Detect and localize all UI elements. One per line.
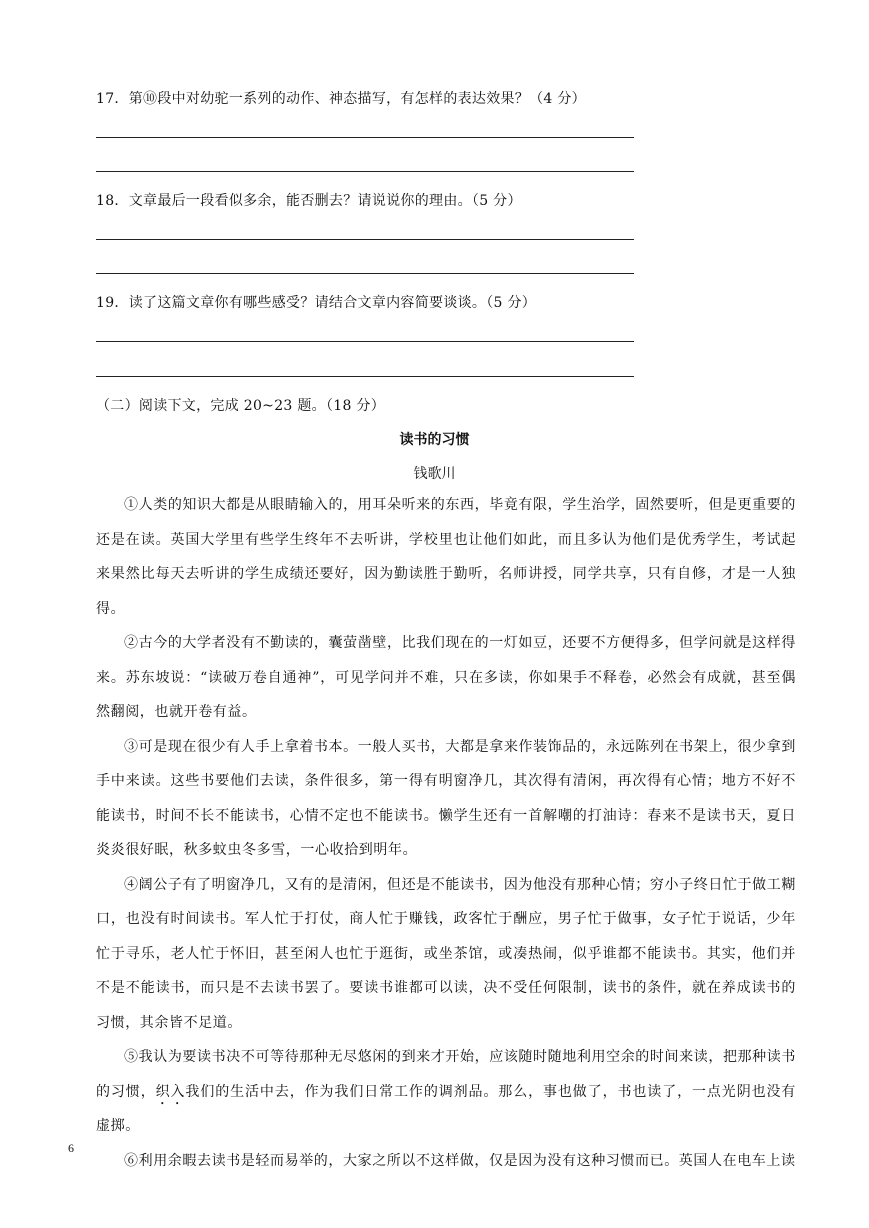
paragraph-4: ④阔公子有了明窗净几，又有的是清闲，但还是不能读书，因为他没有那种心情；穷小子终日忙于做工糊口，也没有时间读书。军人忙于打仗，商人忙于赚钱，政客忙于酬应，男子忙于做事，女子忙于说话，少年忙于寻乐，老人忙于怀旧，甚至闲人也忙于逛街，或坐茶馆，或凑热闹，似乎谁都不能读书。其实，他们并不是不能读书，而只是不去读书罢了。要读书谁都可以读，决不受任何限制，读书的条件，就在养成读书的习惯，其余皆不足道。 xyxy=(96,876,796,1031)
question-17: 17．第⑩段中对幼驼一系列的动作、神态描写，有怎样的表达效果？（4 分） xyxy=(96,91,586,107)
paragraph-3: ③可是现在很少有人手上拿着书本。一般人买书，大都是拿来作装饰品的，永远陈列在书架上，很少拿到手中来读。这些书要他们去读，条件很多，第一得有明窗净几，其次得有清闲，再次得有心情；地方不好不能读书，时间不长不能读书，心情不定也不能读书。懒学生还有一首解嘲的打油诗：春来不是读书天，夏日炎炎很好眠，秋多蚊虫冬多雪，一心收拾到明年。 xyxy=(96,738,796,858)
answer-line xyxy=(96,376,634,377)
section-header: （二）阅读下文，完成 20~23 题。（18 分） xyxy=(96,398,386,414)
question-19: 19．读了这篇文章你有哪些感受？请结合文章内容简要谈谈。（5 分） xyxy=(96,295,537,311)
paragraph-6: ⑥利用余暇去读书是轻而易举的，大家之所以不这样做，仅是因为没有这种习惯而已。英国人在电车上读 xyxy=(124,1152,796,1169)
answer-line xyxy=(96,273,634,274)
answer-line xyxy=(96,171,634,172)
page-number: 6 xyxy=(68,1141,74,1155)
article-body xyxy=(96,488,796,1178)
answer-line xyxy=(96,239,634,240)
question-18: 18．文章最后一段看似多余，能否删去？请说说你的理由。（5 分） xyxy=(96,193,522,209)
paragraph-5 xyxy=(96,1040,796,1144)
article-title: 读书的习惯 xyxy=(399,432,470,448)
paragraph-5-text-end: 我们的生活中去，作为我们日常工作的调剂品。那么，事也做了，书也读了，一点光阴也没有虚掷。 xyxy=(96,1083,797,1134)
answer-line xyxy=(96,137,634,138)
article-author: 钱歌川 xyxy=(413,466,456,482)
emphasized-text: 织入 xyxy=(155,1083,186,1100)
paragraph-1: ①人类的知识大都是从眼睛输入的，用耳朵听来的东西，毕竟有限，学生治学，固然要听，但是更重要的还是在读。英国大学里有些学生终年不去听讲，学校里也让他们如此，而且多认为他们是优秀学生，考试起来果然比每天去听讲的学生成绩还要好，因为勤读胜于勤听，名师讲授，同学共享，只有自修，才是一人独得。 xyxy=(96,497,796,617)
paragraph-2: ②古今的大学者没有不勤读的，囊萤凿壁，比我们现在的一灯如豆，还要不方便得多，但学问就是这样得来。苏东坡说：“读破万卷自通神”，可见学问并不难，只在多读，你如果手不释卷，必然会有成就，甚至偶然翻阅，也就开卷有益。 xyxy=(96,635,796,720)
answer-line xyxy=(96,341,634,342)
paragraph-5-text: ⑤我认为要读书决不可等待那种无尽悠闲的到来才开始，应该随时随地利用空余的时间来读，把那种读书的习惯， xyxy=(96,1049,796,1100)
